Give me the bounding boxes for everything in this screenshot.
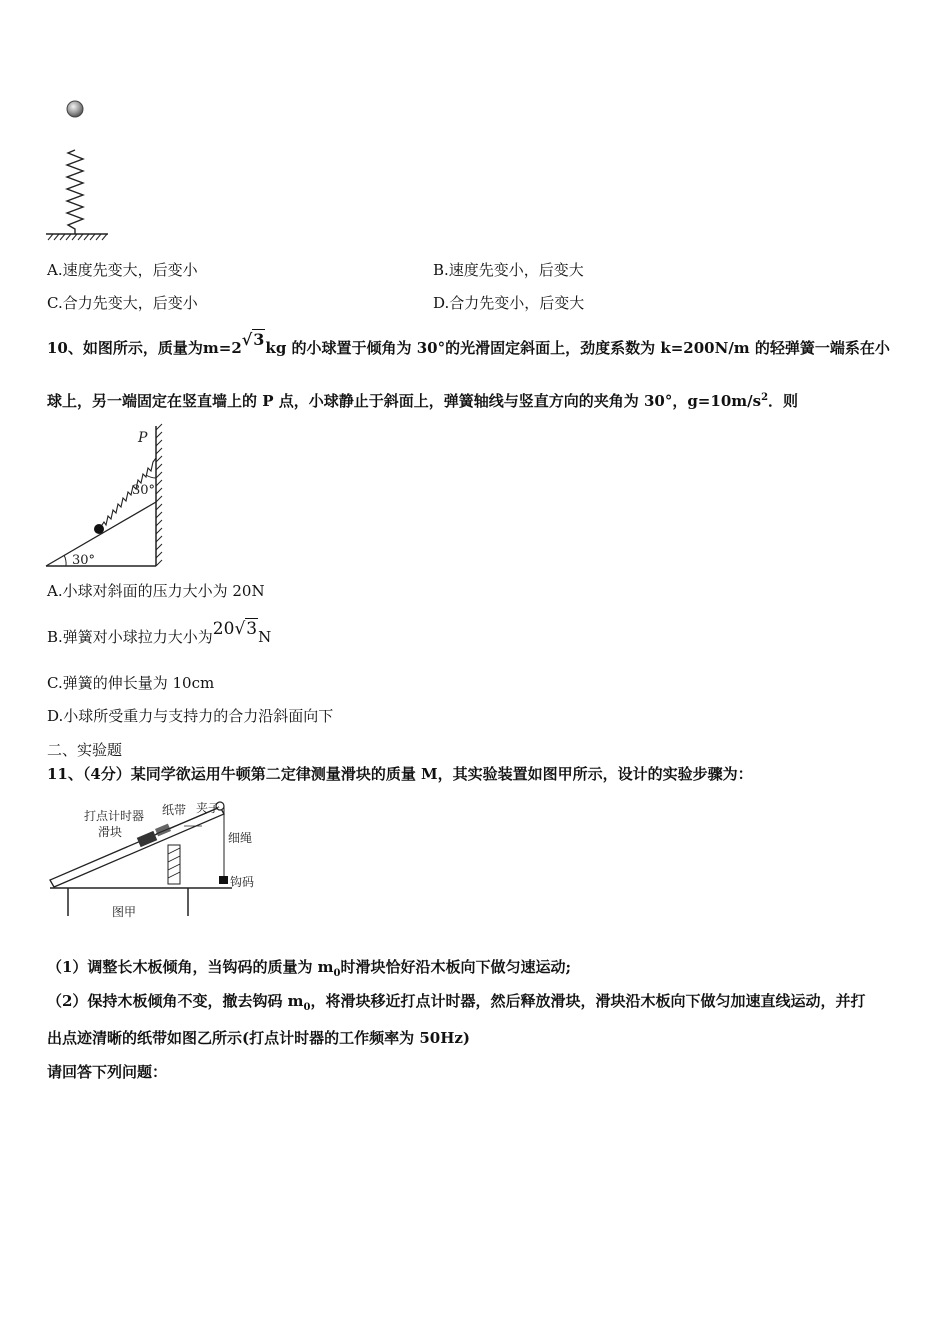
- ball-spring-figure: [40, 95, 120, 245]
- q11-step2-a: （2）保持木板倾角不变，撤去钩码 m: [47, 992, 304, 1010]
- incline-surface: [46, 502, 156, 566]
- sqrt-radicand: 3: [246, 619, 258, 639]
- coefficient: 20: [212, 619, 235, 639]
- q10-option-d: D.小球所受重力与支持力的合力沿斜面向下: [47, 707, 334, 725]
- q11-step2-line2: 出点迹清晰的纸带如图乙所示(打点计时器的工作频率为 50Hz): [47, 1029, 470, 1047]
- hook-weight: [219, 876, 228, 884]
- q11-step2: [47, 991, 866, 1018]
- label-timer: 打点计时器: [84, 809, 145, 823]
- q9-option-d: D.合力先变小，后变大: [433, 294, 585, 312]
- q10-stem-line1-a: 10、如图所示，质量为m=2: [47, 339, 242, 357]
- unit: N: [258, 628, 272, 646]
- q10-option-b-text: B.弹簧对小球拉力大小为: [47, 628, 213, 646]
- q11-step1-b: 时滑块恰好沿木板向下做匀速运动;: [340, 958, 572, 976]
- q11-step1-a: （1）调整长木板倾角，当钩码的质量为 m: [47, 958, 334, 976]
- sqrt-radicand: 3: [253, 330, 265, 349]
- apparatus-figure: [44, 796, 274, 924]
- q10-option-a: [47, 581, 265, 601]
- q10-option-c: C.弹簧的伸长量为 10cm: [47, 674, 215, 692]
- q10-option-a-text: A.小球对斜面的压力大小为 20N: [47, 582, 265, 600]
- sqrt-expression: √3: [241, 330, 265, 349]
- ground-hatch: [48, 234, 107, 240]
- q9-option-c: C.合力先变大，后变小: [47, 294, 198, 312]
- ball: [67, 101, 83, 117]
- q10-stem-line2-b: ．则: [768, 392, 799, 410]
- q11-intro: 11、（4分）某同学欲运用牛顿第二定律测量滑块的质量 M，其实验装置如图甲所示，设计的实验步骤为：: [47, 765, 753, 783]
- small-ball: [94, 524, 104, 534]
- q9-option-b: B.速度先变小，后变大: [433, 261, 584, 279]
- q11-step2-b: ，将滑块移近打点计时器，然后释放滑块，滑块沿木板向下做匀加速直线运动，并打: [310, 992, 866, 1010]
- section-title: 二、实验题: [47, 741, 123, 759]
- subscript: 0: [303, 1002, 311, 1013]
- label-block: 滑块: [98, 825, 123, 839]
- sqrt-expression: 20√3: [212, 619, 258, 639]
- spring: [67, 150, 83, 234]
- subscript: 0: [333, 968, 341, 979]
- angle-arc-bottom: [64, 555, 66, 566]
- angle-label-bottom: 30°: [72, 553, 96, 568]
- angle-arc-top: [146, 475, 156, 478]
- label-clip: 夹子: [196, 801, 221, 815]
- q10-stem-line2-a: 球上，另一端固定在竖直墙上的 P 点，小球静止于斜面上，弹簧轴线与竖直方向的夹角为 30°，g=10m/s: [47, 392, 762, 410]
- point-p-label: P: [138, 430, 148, 446]
- label-rope: 细绳: [228, 831, 253, 845]
- label-tape: 纸带: [162, 803, 187, 817]
- q10-stem-line2: [47, 388, 798, 411]
- figure-caption: 图甲: [112, 905, 137, 919]
- angle-label-top: 30°: [132, 483, 156, 498]
- q10-stem-line1: [47, 330, 890, 358]
- superscript: 2: [761, 392, 769, 403]
- incline-spring-figure: [40, 420, 180, 572]
- q11-prompt: 请回答下列问题：: [47, 1063, 168, 1081]
- q10-option-b: [47, 619, 272, 647]
- wall-hatch: [156, 424, 162, 566]
- label-weight: 钩码: [230, 875, 255, 889]
- q10-stem-line1-b: kg 的小球置于倾角为 30°的光滑固定斜面上，劲度系数为 k=200N/m 的轻弹簧一端系在小: [265, 339, 890, 357]
- q9-option-a: A.速度先变大，后变小: [47, 261, 198, 279]
- q11-step1: [47, 957, 571, 984]
